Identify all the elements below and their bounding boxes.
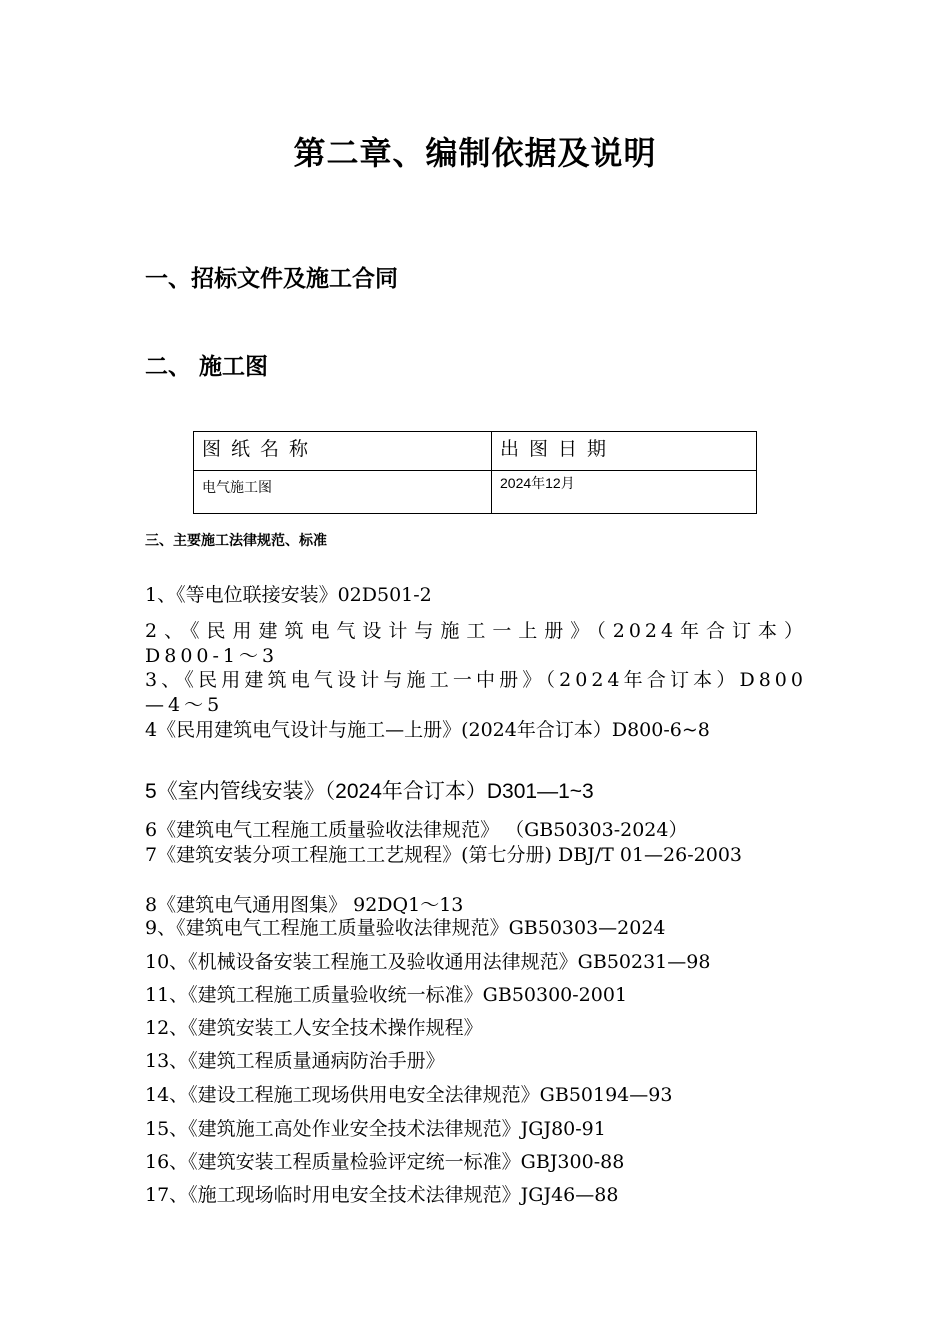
- standard-item-7: 7《建筑安装分项工程施工工艺规程》(第七分册) DBJ/T 01—26-2003: [145, 844, 743, 866]
- standard-item-10: 10、《机械设备安装工程施工及验收通用法律规范》GB50231—98: [145, 951, 711, 973]
- standard-item-11: 11、《建筑工程施工质量验收统一标准》GB50300-2001: [145, 984, 628, 1006]
- standard-item-8: 8《建筑电气通用图集》 92DQ1～13: [145, 894, 464, 916]
- standard-item-17: 17、《施工现场临时用电安全技术法律规范》JGJ46—88: [145, 1184, 619, 1206]
- standard-item-13: 13、《建筑工程质量通病防治手册》: [145, 1050, 445, 1072]
- drawings-table: [193, 431, 757, 514]
- table-row: [194, 471, 757, 514]
- table-header-row: [194, 432, 757, 471]
- chapter-title: 第二章、编制依据及说明: [293, 134, 657, 172]
- cell-issue-date: 2024年12月: [492, 471, 757, 514]
- cell-drawing-name: 电气施工图: [194, 471, 492, 514]
- standard-item-1: 1、《等电位联接安装》02D501-2: [145, 584, 432, 606]
- standard-item-12: 12、《建筑安装工人安全技术操作规程》: [145, 1017, 483, 1039]
- section-heading-standards: 三、主要施工法律规范、标准: [145, 533, 327, 549]
- section-heading-drawings: 二、 施工图: [145, 354, 269, 380]
- section-heading-bidding: 一、招标文件及施工合同: [145, 266, 398, 292]
- standard-item-5: 5《室内管线安装》（2024年合订本）D301—1~3: [145, 780, 594, 803]
- standard-item-15: 15、《建筑施工高处作业安全技术法律规范》JGJ80-91: [145, 1118, 606, 1140]
- standard-item-6: 6《建筑电气工程施工质量验收法律规范》 （GB50303-2024）: [145, 819, 688, 841]
- standard-item-16: 16、《建筑安装工程质量检验评定统一标准》GBJ300-88: [145, 1151, 625, 1173]
- standard-item-3: 3、《民用建筑电气设计与施工一中册》（2024年合订本）D800—4～5: [145, 669, 807, 716]
- standard-item-4: 4《民用建筑电气设计与施工—上册》(2024年合订本）D800-6~8: [145, 719, 710, 741]
- header-drawing-name: 图纸名称: [194, 432, 492, 471]
- standard-item-14: 14、《建设工程施工现场供用电安全法律规范》GB50194—93: [145, 1084, 673, 1106]
- header-issue-date: 出图日期: [492, 432, 757, 471]
- standard-item-9: 9、《建筑电气工程施工质量验收法律规范》GB50303—2024: [145, 917, 666, 939]
- standard-item-2: 2、《民用建筑电气设计与施工一上册》（2024年合订本）D800-1～3: [145, 620, 807, 667]
